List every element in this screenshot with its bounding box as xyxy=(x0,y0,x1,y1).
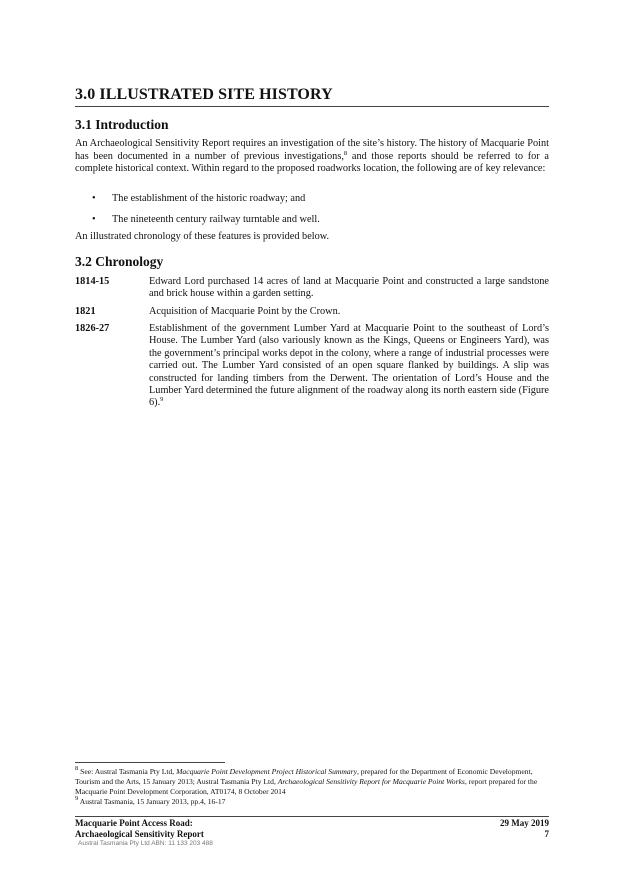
footer-title-line2: Archaeological Sensitivity Report xyxy=(75,828,204,839)
list-item xyxy=(75,214,549,227)
list-item xyxy=(75,193,549,206)
intro-text-part1: An Archaeological Sensitivity Report requires an investigation of the site’s history. The history of Macquarie Point has been documented in a number of previous investigations, xyxy=(75,138,549,162)
footnote-citation-title: Archaeological Sensitivity Report for Macquarie Point Works xyxy=(277,777,465,786)
footnote-number: 8 xyxy=(75,765,79,772)
footer-divider xyxy=(75,816,549,817)
footnote-text: Austral Tasmania, 15 January 2013, pp.4, 16-17 xyxy=(78,797,226,806)
intro-paragraph xyxy=(75,138,549,176)
chronology-text-body: Establishment of the government Lumber Yard at Macquarie Point to the southeast of Lord’s House. The Lumber Yard (also variously known as the Kings, Queens or Engineers Yard), was the government’s principal works depot in the colony, where a range of industrial processes were carried out. The Lumber Yard consisted of an open square flanked by buildings. A slip was constructed for landing timbers from the Derwent. The orientation of Lord’s House and the Lumber Yard determined the future alignment of the roadway along its north eastern side (Figure 6). xyxy=(149,323,549,409)
footnote-8 xyxy=(75,767,549,797)
list-item-text: The establishment of the historic roadway; and xyxy=(112,193,306,204)
bullet-icon: • xyxy=(92,213,96,225)
footnote-divider xyxy=(75,762,225,763)
chronology-year: 1826-27 xyxy=(75,323,110,334)
bullet-icon: • xyxy=(92,193,96,204)
footnote-9 xyxy=(75,797,549,807)
list-item-text: The nineteenth century railway turntable and well. xyxy=(112,213,320,225)
footnote-text: , report prepared for the Macquarie Point Development Corporation, AT0174, 8 October 2014 xyxy=(75,777,538,796)
document-page xyxy=(75,0,549,880)
footnote-ref-8[interactable]: 8 xyxy=(343,149,348,157)
footnote-ref-9[interactable]: 9 xyxy=(160,396,164,404)
company-info: Austral Tasmania Pty Ltd ABN: 11 133 203 488 xyxy=(78,840,213,847)
intro-heading: 3.1 Introduction xyxy=(75,117,169,132)
chronology-text: Edward Lord purchased 14 acres of land at Macquarie Point and constructed a large sandstone and brick house within a garden setting. xyxy=(149,276,549,300)
chronology-heading: 3.2 Chronology xyxy=(75,254,164,269)
page-number: 7 xyxy=(544,828,549,839)
chronology-year: 1814-15 xyxy=(75,276,110,287)
chronology-text: Acquisition of Macquarie Point by the Crown. xyxy=(149,306,341,317)
footer-date: 29 May 2019 xyxy=(500,818,549,828)
footnote-text: , prepared for the Department of Economic Development, Tourism and the Arts, 15 January 2013; Austral Tasmania Pty Ltd, xyxy=(75,767,533,786)
footnote-number: 9 xyxy=(75,795,79,802)
footer-title-line1: Macquarie Point Access Road: xyxy=(75,818,193,828)
chronology-year: 1821 xyxy=(75,306,96,317)
footnote-citation-title: Macquarie Point Development Project Historical Summary xyxy=(176,767,357,776)
chronology-intro-text: An illustrated chronology of these features is provided below. xyxy=(75,231,330,242)
intro-text-part2: and those reports should be referred to for a complete historical context. Within regard to the proposed roadworks location, the following are of key relevance: xyxy=(75,150,549,175)
footer-document-title xyxy=(75,818,204,839)
footer-meta xyxy=(500,818,549,839)
section-heading: 3.0 ILLUSTRATED SITE HISTORY xyxy=(75,86,549,107)
chronology-text xyxy=(149,323,549,410)
key-relevance-list xyxy=(75,193,549,234)
footnote-text: See: Austral Tasmania Pty Ltd, xyxy=(78,767,177,776)
